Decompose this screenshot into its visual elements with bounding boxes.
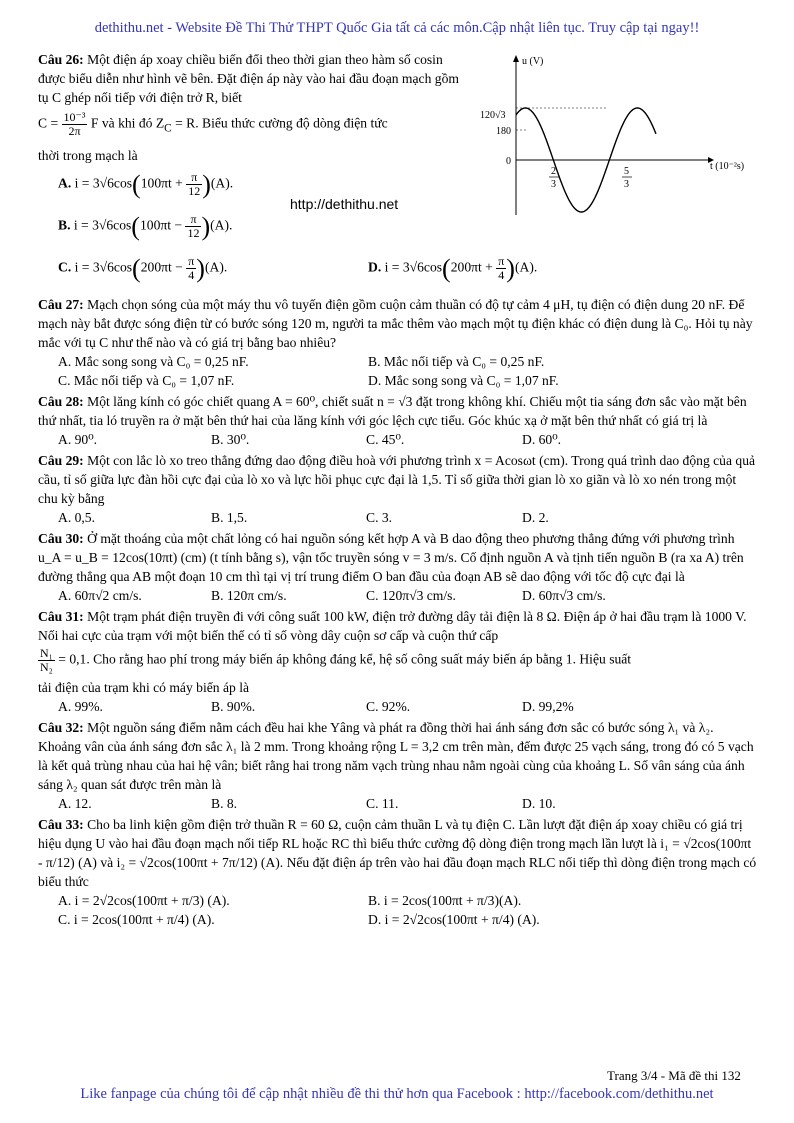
question-label: Câu 31: — [38, 609, 84, 625]
question-label: Câu 27: — [38, 297, 84, 313]
question-text: Cho ba linh kiện gồm điện trở thuần R = 60 Ω, cuộn cảm thuần L và tụ điện C. Lần lượt đặt điện áp xoay chiều có giá trị hiệu dụng U vào hai đầu đoạn mạch nối tiếp RL hoặc RC thì biểu thức cường độ dòng điện trong mạch lần lượt là i₁ = √2cos(100πt - π/12) (A) và i₂ = √2cos(100πt + 7π/12) (A). Nếu đặt điện áp trên vào hai đầu đoạn mạch RLC nối tiếp thì dòng điện trong mạch có biểu thức — [38, 817, 757, 890]
option-b: B. 1,5. — [211, 510, 248, 526]
formula-tail: = R. Biểu thức cường độ dòng điện tức — [171, 115, 388, 131]
option-d: D. 60π√3 cm/s. — [522, 588, 606, 604]
option-c: C. 120π√3 cm/s. — [366, 588, 456, 604]
options-row — [38, 430, 758, 449]
question-26-text2: thời trong mạch là — [38, 148, 138, 164]
footer-link[interactable]: Like fanpage của chúng tôi để cập nhật nhiều đề thi thử hơn qua Facebook : http://facebook.com/dethithu.net — [80, 1086, 714, 1102]
option-b: B. 30⁰. — [211, 432, 250, 448]
x-tick-1-den: 3 — [551, 179, 556, 190]
question-label: Câu 26: — [38, 52, 84, 67]
question-text: Một lăng kính có góc chiết quang A = 60⁰, chiết suất n = √3 đặt trong không khí. Chiếu một tia sáng đơn sắc vào mặt bên thứ nhất, tia ló truyền ra ở mặt bên thứ hai của lăng kính với góc lệch cực tiểu. Góc khúc xạ ở mặt bên thứ nhất có giá trị là — [38, 394, 747, 429]
option-a: A. i = 3√6cos(100πt + $\frac{\pi}{12}$ )(A). — [58, 170, 234, 200]
question-31 — [38, 607, 758, 645]
y-axis-label: u (V) — [522, 56, 544, 67]
formula-text: F và khi đó Z — [90, 115, 165, 131]
question-label: Câu 33: — [38, 817, 84, 833]
question-26-options — [38, 167, 758, 285]
question-text: = 0,1. Cho rằng hao phí trong máy biến áp không đáng kể, hệ số công suất máy biến áp bằng 1. Hiệu suất — [58, 651, 632, 667]
option-c: C. i = 3√6cos(200πt − $\frac{\pi}{4}$ )(A). — [58, 254, 228, 284]
option-c: C. i = 2cos(100πt + π/4) (A). — [58, 912, 215, 928]
option-a: A. i = 2√2cos(100πt + π/3) (A). — [58, 893, 230, 909]
question-28 — [38, 392, 758, 430]
formula-c: C = — [38, 115, 59, 131]
option-a: A. 12. — [58, 796, 92, 812]
page-header: dethithu.net - Website Đề Thi Thử THPT Quốc Gia tất cả các môn.Cập nhật liên tục. Truy cập tại ngay!! — [94, 20, 700, 36]
option-c: C. 92%. — [366, 699, 411, 715]
option-b: B. Mắc nối tiếp và C₀ = 0,25 nF. — [368, 354, 545, 370]
option-d: D. Mắc song song và C₀ = 1,07 nF. — [368, 373, 559, 389]
question-29 — [38, 451, 758, 508]
question-text: Một nguồn sáng điểm nằm cách đều hai khe Yâng và phát ra đồng thời hai ánh sáng đơn sắc có bước sóng λ₁ và λ₂. Khoảng vân của ánh sáng đơn sắc λ₁ là 2 mm. Trong khoảng rộng L = 3,2 cm trên màn, đếm được 25 vạch sáng, trong đó có 5 vạch là kết quả trùng nhau của hai hệ vân; biết rằng hai trong năm vạch trùng nhau nằm ngoài cùng của khoảng L. Số vân sáng của ánh sáng λ₂ quan sát được trên màn là — [38, 720, 754, 793]
question-33 — [38, 815, 758, 891]
y-tick-label-180: 180 — [496, 126, 511, 137]
option-d: D. 60⁰. — [522, 432, 562, 448]
question-label: Câu 28: — [38, 394, 84, 410]
exam-content — [38, 50, 758, 929]
question-31-formula — [38, 647, 758, 674]
option-b: B. i = 2cos(100πt + π/3)(A). — [368, 893, 522, 909]
x-tick-1-num: 2 — [551, 166, 556, 177]
option-a: A. 60π√2 cm/s. — [58, 588, 142, 604]
question-text: Một con lắc lò xo treo thẳng đứng dao động điều hoà với phương trình x = Acosωt (cm). Trong quá trình dao động của quả cầu, tỉ số giữa lực đàn hồi cực đại của lò xo và lực hồi phục cực đại là 1,5. Tỉ số giữa thời gian lò xo giãn và lò xo nén trong một chu kỳ bằng — [38, 453, 756, 507]
question-label: Câu 29: — [38, 453, 84, 469]
question-text: Ở mặt thoáng của một chất lỏng có hai nguồn sóng kết hợp A và B dao động theo phương thẳng đứng với phương trình u_A = u_B = 12cos(10πt) (cm) (t tính bằng s), vận tốc truyền sóng v = 3 m/s. Cố định nguồn A và tịnh tiến nguồn B (ra xa A) trên đường thẳng qua AB một đoạn 10 cm thì tại vị trí trung điểm O ban đầu của đoạn AB sẽ dao động với tốc độ cực đại là — [38, 531, 744, 585]
question-32 — [38, 718, 758, 794]
question-label: Câu 32: — [38, 720, 84, 736]
option-b: B. i = 3√6cos(100πt − $\frac{\pi}{12}$ )(A). — [58, 212, 233, 242]
option-c: C. 3. — [366, 510, 393, 526]
question-27 — [38, 295, 758, 352]
x-axis-label: t (10⁻²s) — [710, 161, 745, 172]
x-tick-2-den: 3 — [624, 179, 629, 190]
question-text: Một trạm phát điện truyền đi với công suất 100 kW, điện trở đường dây tải điện là 8 Ω. Điện áp ở hai đầu trạm là 1000 V. Nối hai cực của trạm với một biến thế có tỉ số vòng dây cuộn sơ cấp và cuộn thứ cấp — [38, 609, 747, 644]
option-c: C. 11. — [366, 796, 399, 812]
question-text: Mạch chọn sóng của một máy thu vô tuyến điện gồm cuộn cảm thuần có độ tự cảm 4 μH, tụ điện có điện dung 20 nF. Để mạch này bắt được sóng điện từ có bước sóng 120 m, người ta mắc thêm vào mạch một tụ điện khác có điện dung là C₀. Hỏi tụ này mắc với tụ C như thế nào và có giá trị bằng bao nhiêu? — [38, 297, 753, 351]
watermark-url: http://dethithu.net — [290, 196, 399, 212]
option-d: D. 10. — [522, 796, 556, 812]
question-text: Một điện áp xoay chiều biến đổi theo thời gian theo hàm số cosin được biểu diễn như hình vẽ bên. Đặt điện áp này vào hai đầu đoạn mạch gồm tụ C ghép nối tiếp với điện trở R, biết — [38, 52, 459, 105]
option-c: C. 45⁰. — [366, 432, 405, 448]
question-label: Câu 30: — [38, 531, 84, 547]
option-c: C. Mắc nối tiếp và C₀ = 1,07 nF. — [58, 373, 235, 389]
options-row — [38, 697, 758, 716]
y-tick-label-zero: 0 — [506, 156, 511, 167]
page-number: Trang 3/4 - Mã đề thi 132 — [607, 1068, 741, 1083]
option-a: A. Mắc song song và C₀ = 0,25 nF. — [58, 354, 249, 370]
option-d: D. 99,2% — [522, 699, 574, 715]
option-b: B. 90%. — [211, 699, 256, 715]
question-31-text3: tải điện của trạm khi có máy biến áp là — [38, 680, 250, 696]
options-row — [38, 794, 758, 813]
options-row — [38, 352, 758, 371]
option-a: A. 0,5. — [58, 510, 96, 526]
options-row — [38, 586, 758, 605]
x-tick-2-num: 5 — [624, 166, 629, 177]
question-26 — [38, 50, 470, 107]
options-row — [38, 508, 758, 527]
question-26-formula — [38, 111, 470, 138]
option-a: A. 99%. — [58, 699, 103, 715]
fraction: $\frac{\text{10⁻³}}{2\pi}$ — [63, 110, 86, 138]
option-a: A. 90⁰. — [58, 432, 98, 448]
options-row — [38, 910, 758, 929]
options-row — [38, 891, 758, 910]
option-d: D. 2. — [522, 510, 549, 526]
subscript: C — [164, 122, 172, 135]
option-d: D. i = 2√2cos(100πt + π/4) (A). — [368, 912, 540, 928]
option-b: B. 120π cm/s. — [211, 588, 287, 604]
question-30 — [38, 529, 758, 586]
option-d: D. i = 3√6cos(200πt + $\frac{\pi}{4}$ )(A). — [368, 254, 538, 284]
options-row — [38, 371, 758, 390]
y-tick-label-max: 120√3 — [480, 110, 506, 121]
fraction: $\frac{\text{N₁}}{\text{N₂}}$ — [40, 646, 53, 675]
option-b: B. 8. — [211, 796, 238, 812]
